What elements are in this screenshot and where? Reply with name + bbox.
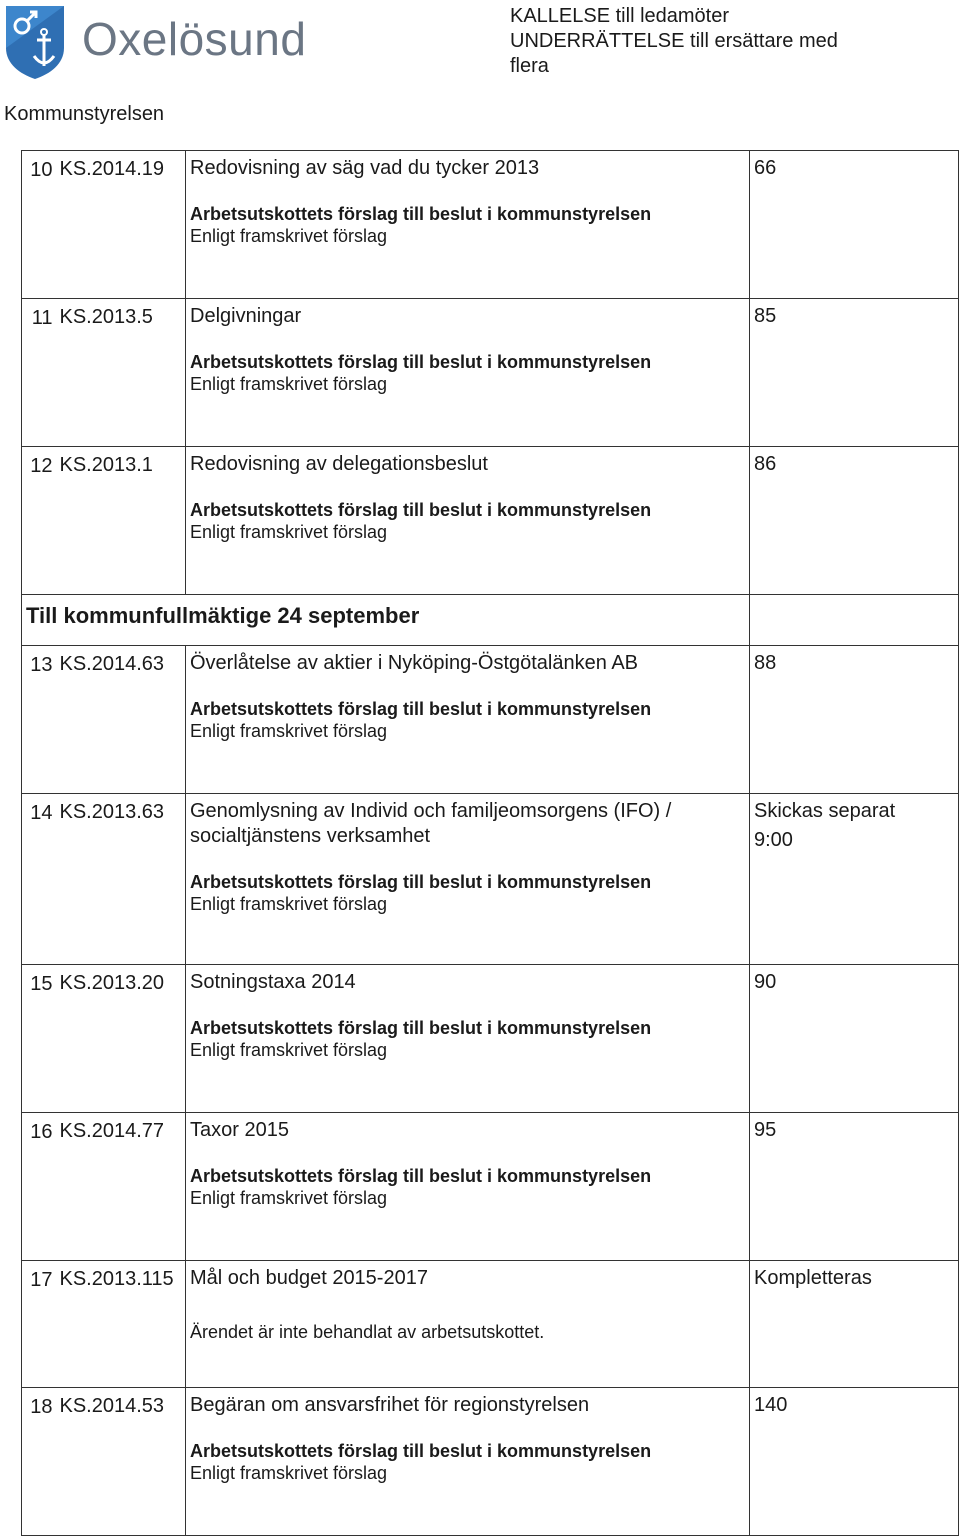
page-status: Skickas separat [754,800,896,822]
decision-heading: Arbetsutskottets förslag till beslut i kommunstyrelsen [190,352,652,372]
case-number: KS.2013.20 [56,965,186,1113]
item-number: 13 [22,646,56,794]
agenda-row [22,1261,959,1388]
proposal-text: Enligt framskrivet förslag [190,374,388,394]
decision-heading: Arbetsutskottets förslag till beslut i kommunstyrelsen [190,204,652,224]
item-number: 15 [22,965,56,1113]
item-number: 16 [22,1113,56,1261]
item-note: Ärendet är inte behandlat av arbetsutskottet. [190,1322,545,1342]
decision-heading: Arbetsutskottets förslag till beslut i kommunstyrelsen [190,699,652,719]
decision-heading: Arbetsutskottets förslag till beslut i kommunstyrelsen [190,500,652,520]
item-title: Begäran om ansvarsfrihet för regionstyrelsen [190,1394,590,1416]
case-number: KS.2013.5 [56,299,186,447]
decision-heading: Arbetsutskottets förslag till beslut i kommunstyrelsen [190,1441,652,1461]
item-title: Delgivningar [190,305,302,327]
item-title: Överlåtelse av aktier i Nyköping-Östgötalänken AB [190,652,638,674]
proposal-text: Enligt framskrivet förslag [190,1040,388,1060]
agenda-row [22,151,959,299]
item-content [186,794,750,965]
item-content [186,965,750,1113]
agenda-row [22,299,959,447]
item-number: 17 [22,1261,56,1388]
page-ref: Kompletteras [750,1261,959,1388]
agenda-row [22,965,959,1113]
decision-heading: Arbetsutskottets förslag till beslut i kommunstyrelsen [190,872,652,892]
section-title: Till kommunfullmäktige 24 september [22,595,750,646]
decision-heading: Arbetsutskottets förslag till beslut i kommunstyrelsen [190,1018,652,1038]
item-content [186,151,750,299]
agenda-row [22,646,959,794]
item-number: 10 [22,151,56,299]
item-time: 9:00 [754,829,793,851]
case-number: KS.2014.63 [56,646,186,794]
agenda-table [21,150,959,1536]
item-title: Mål och budget 2015-2017 [190,1267,428,1289]
item-title: Taxor 2015 [190,1119,289,1141]
item-content [186,1113,750,1261]
page-ref: 66 [750,151,959,299]
page-ref [750,794,959,965]
case-number: KS.2014.77 [56,1113,186,1261]
proposal-text: Enligt framskrivet förslag [190,721,388,741]
item-title: Sotningstaxa 2014 [190,971,356,993]
item-number: 14 [22,794,56,965]
decision-heading: Arbetsutskottets förslag till beslut i kommunstyrelsen [190,1166,652,1186]
oxelosund-logo [4,4,344,80]
page-ref: 95 [750,1113,959,1261]
item-number: 18 [22,1388,56,1536]
item-content [186,1388,750,1536]
section-row [22,595,959,646]
agenda-row [22,1388,959,1536]
case-number: KS.2013.115 [56,1261,186,1388]
proposal-text: Enligt framskrivet förslag [190,522,388,542]
page-ref: 88 [750,646,959,794]
case-number: KS.2013.1 [56,447,186,595]
proposal-text: Enligt framskrivet förslag [190,1463,388,1483]
item-content [186,447,750,595]
notice-line: UNDERRÄTTELSE till ersättare med [510,30,838,52]
page-ref: 85 [750,299,959,447]
notice-line: KALLELSE till ledamöter [510,5,730,27]
proposal-text: Enligt framskrivet förslag [190,1188,388,1208]
item-title: Redovisning av delegationsbeslut [190,453,488,475]
page-ref: 140 [750,1388,959,1536]
agenda-row [22,447,959,595]
item-number: 12 [22,447,56,595]
item-title: Redovisning av säg vad du tycker 2013 [190,157,540,179]
page-ref: 90 [750,965,959,1113]
logo-wordmark: Oxelösund [82,13,307,65]
section-page-cell [750,595,959,646]
item-content [186,1261,750,1388]
item-content [186,299,750,447]
page-ref: 86 [750,447,959,595]
notice-line: flera [510,55,549,77]
item-title: Genomlysning av Individ och familjeomsorgens (IFO) / socialtjänstens verksamhet [190,800,672,847]
item-content [186,646,750,794]
item-number: 11 [22,299,56,447]
proposal-text: Enligt framskrivet förslag [190,226,388,246]
case-number: KS.2014.19 [56,151,186,299]
agenda-row [22,794,959,965]
case-number: KS.2013.63 [56,794,186,965]
organization-name: Kommunstyrelsen [4,103,165,125]
case-number: KS.2014.53 [56,1388,186,1536]
agenda-row [22,1113,959,1261]
notice-heading [510,4,930,79]
municipal-shield-icon [4,4,66,80]
proposal-text: Enligt framskrivet förslag [190,894,388,914]
